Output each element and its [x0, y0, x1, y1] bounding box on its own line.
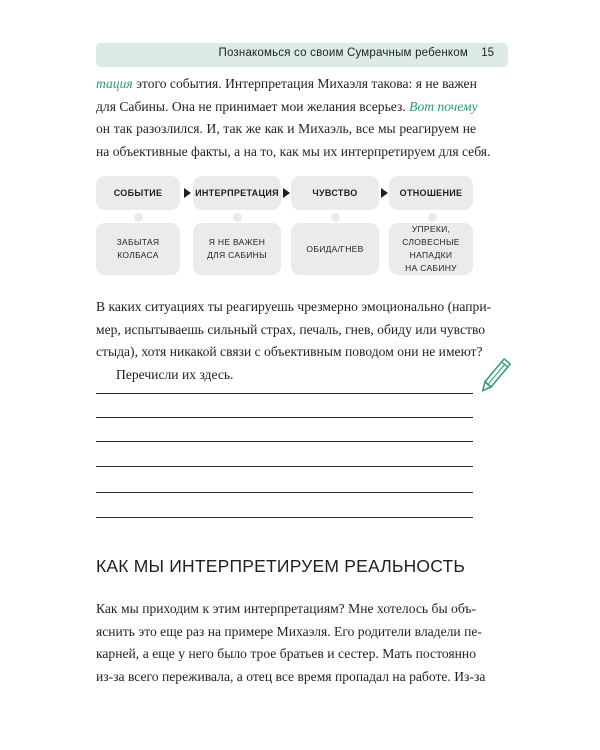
paragraph-line	[96, 73, 476, 96]
paragraph-line: из-за всего переживала, а отец все время пропадал на работе. Из-за	[96, 669, 486, 685]
flow-example-text: ЗАБЫТАЯ КОЛБАСА	[116, 237, 160, 260]
flow-step-title: СОБЫТИЕ	[113, 188, 163, 198]
text-span: этого события. Интерпретация Михаэля такова: я не важен	[132, 76, 477, 91]
flow-step-interpretation	[193, 176, 281, 210]
flow-example-event	[96, 223, 180, 275]
connector-dot	[232, 212, 243, 223]
arrow-right-icon	[283, 188, 290, 198]
exercise-prompt: Перечисли их здесь.	[116, 367, 234, 383]
paragraph-line: он так разозлился. И, так же как и Михаэль, все мы реагируем не	[96, 121, 476, 137]
flow-example-interpretation	[193, 223, 281, 275]
page-number: 15	[481, 47, 494, 59]
section-heading: КАК МЫ ИНТЕРПРЕТИРУЕМ РЕАЛЬНОСТЬ	[96, 556, 466, 576]
flow-example-attitude	[389, 223, 473, 275]
flow-example-text: ОБИДА/ГНЕВ	[306, 243, 364, 254]
flow-step-feeling	[291, 176, 379, 210]
paragraph-line: карней, а еще у него было трое братьев и сестер. Мать постоянно	[96, 646, 476, 662]
paragraph-line: В каких ситуациях ты реагируешь чрезмерно эмоционально (напри-	[96, 299, 492, 314]
flow-example-feeling	[291, 223, 379, 275]
flow-step-title: ОТНОШЕНИЕ	[399, 188, 463, 198]
flow-step-title: ИНТЕРПРЕТАЦИЯ	[195, 188, 279, 198]
paragraph-intro	[96, 73, 491, 164]
flow-step-title: ЧУВСТВО	[312, 188, 358, 198]
answer-line[interactable]	[96, 393, 473, 394]
answer-line[interactable]	[96, 517, 473, 518]
paragraph-line: Как мы приходим к этим интерпретациям? Мне хотелось бы объ-	[96, 601, 476, 616]
paragraph-line: на объективные факты, а на то, как мы их интерпретируем для себя.	[96, 144, 491, 160]
paragraph-body	[96, 598, 486, 689]
text-span: для Сабины. Она не принимает мои желания всерьез.	[96, 98, 410, 114]
pencil-icon	[478, 355, 512, 397]
flow-step-event	[96, 176, 180, 210]
flow-step-attitude	[389, 176, 473, 210]
connector-dot	[427, 212, 438, 223]
connector-dot	[330, 212, 341, 223]
highlight-text: Вот почему	[409, 98, 478, 114]
paragraph-line: стыда), хотя никакой связи с объективным поводом они не имеют?	[96, 344, 483, 360]
answer-line[interactable]	[96, 441, 473, 442]
exercise-question	[96, 296, 492, 387]
flow-example-text: УПРЕКИ,	[411, 224, 451, 234]
arrow-right-icon	[184, 188, 191, 198]
flow-example-text: НА САБИНУ	[405, 263, 457, 273]
flow-example-text: СЛОВЕСНЫЕ НАПАДКИ	[402, 237, 460, 260]
flow-example-text: ДЛЯ САБИНЫ	[207, 250, 267, 260]
header-title: Познакомься со своим Сумрачным ребенком	[218, 47, 468, 59]
flow-example-text: Я НЕ ВАЖЕН	[208, 237, 266, 247]
arrow-right-icon	[381, 188, 388, 198]
answer-line[interactable]	[96, 466, 473, 467]
answer-line[interactable]	[96, 492, 473, 493]
answer-line[interactable]	[96, 417, 473, 418]
highlight-text: тация	[96, 76, 133, 91]
paragraph-line: яснить это еще раз на примере Михаэля. Его родители владели пе-	[96, 623, 482, 639]
paragraph-line: мер, испытываешь сильный страх, печаль, гнев, обиду или чувство	[96, 321, 486, 337]
connector-dot	[133, 212, 144, 223]
running-header	[96, 43, 508, 67]
paragraph-line	[96, 96, 476, 119]
